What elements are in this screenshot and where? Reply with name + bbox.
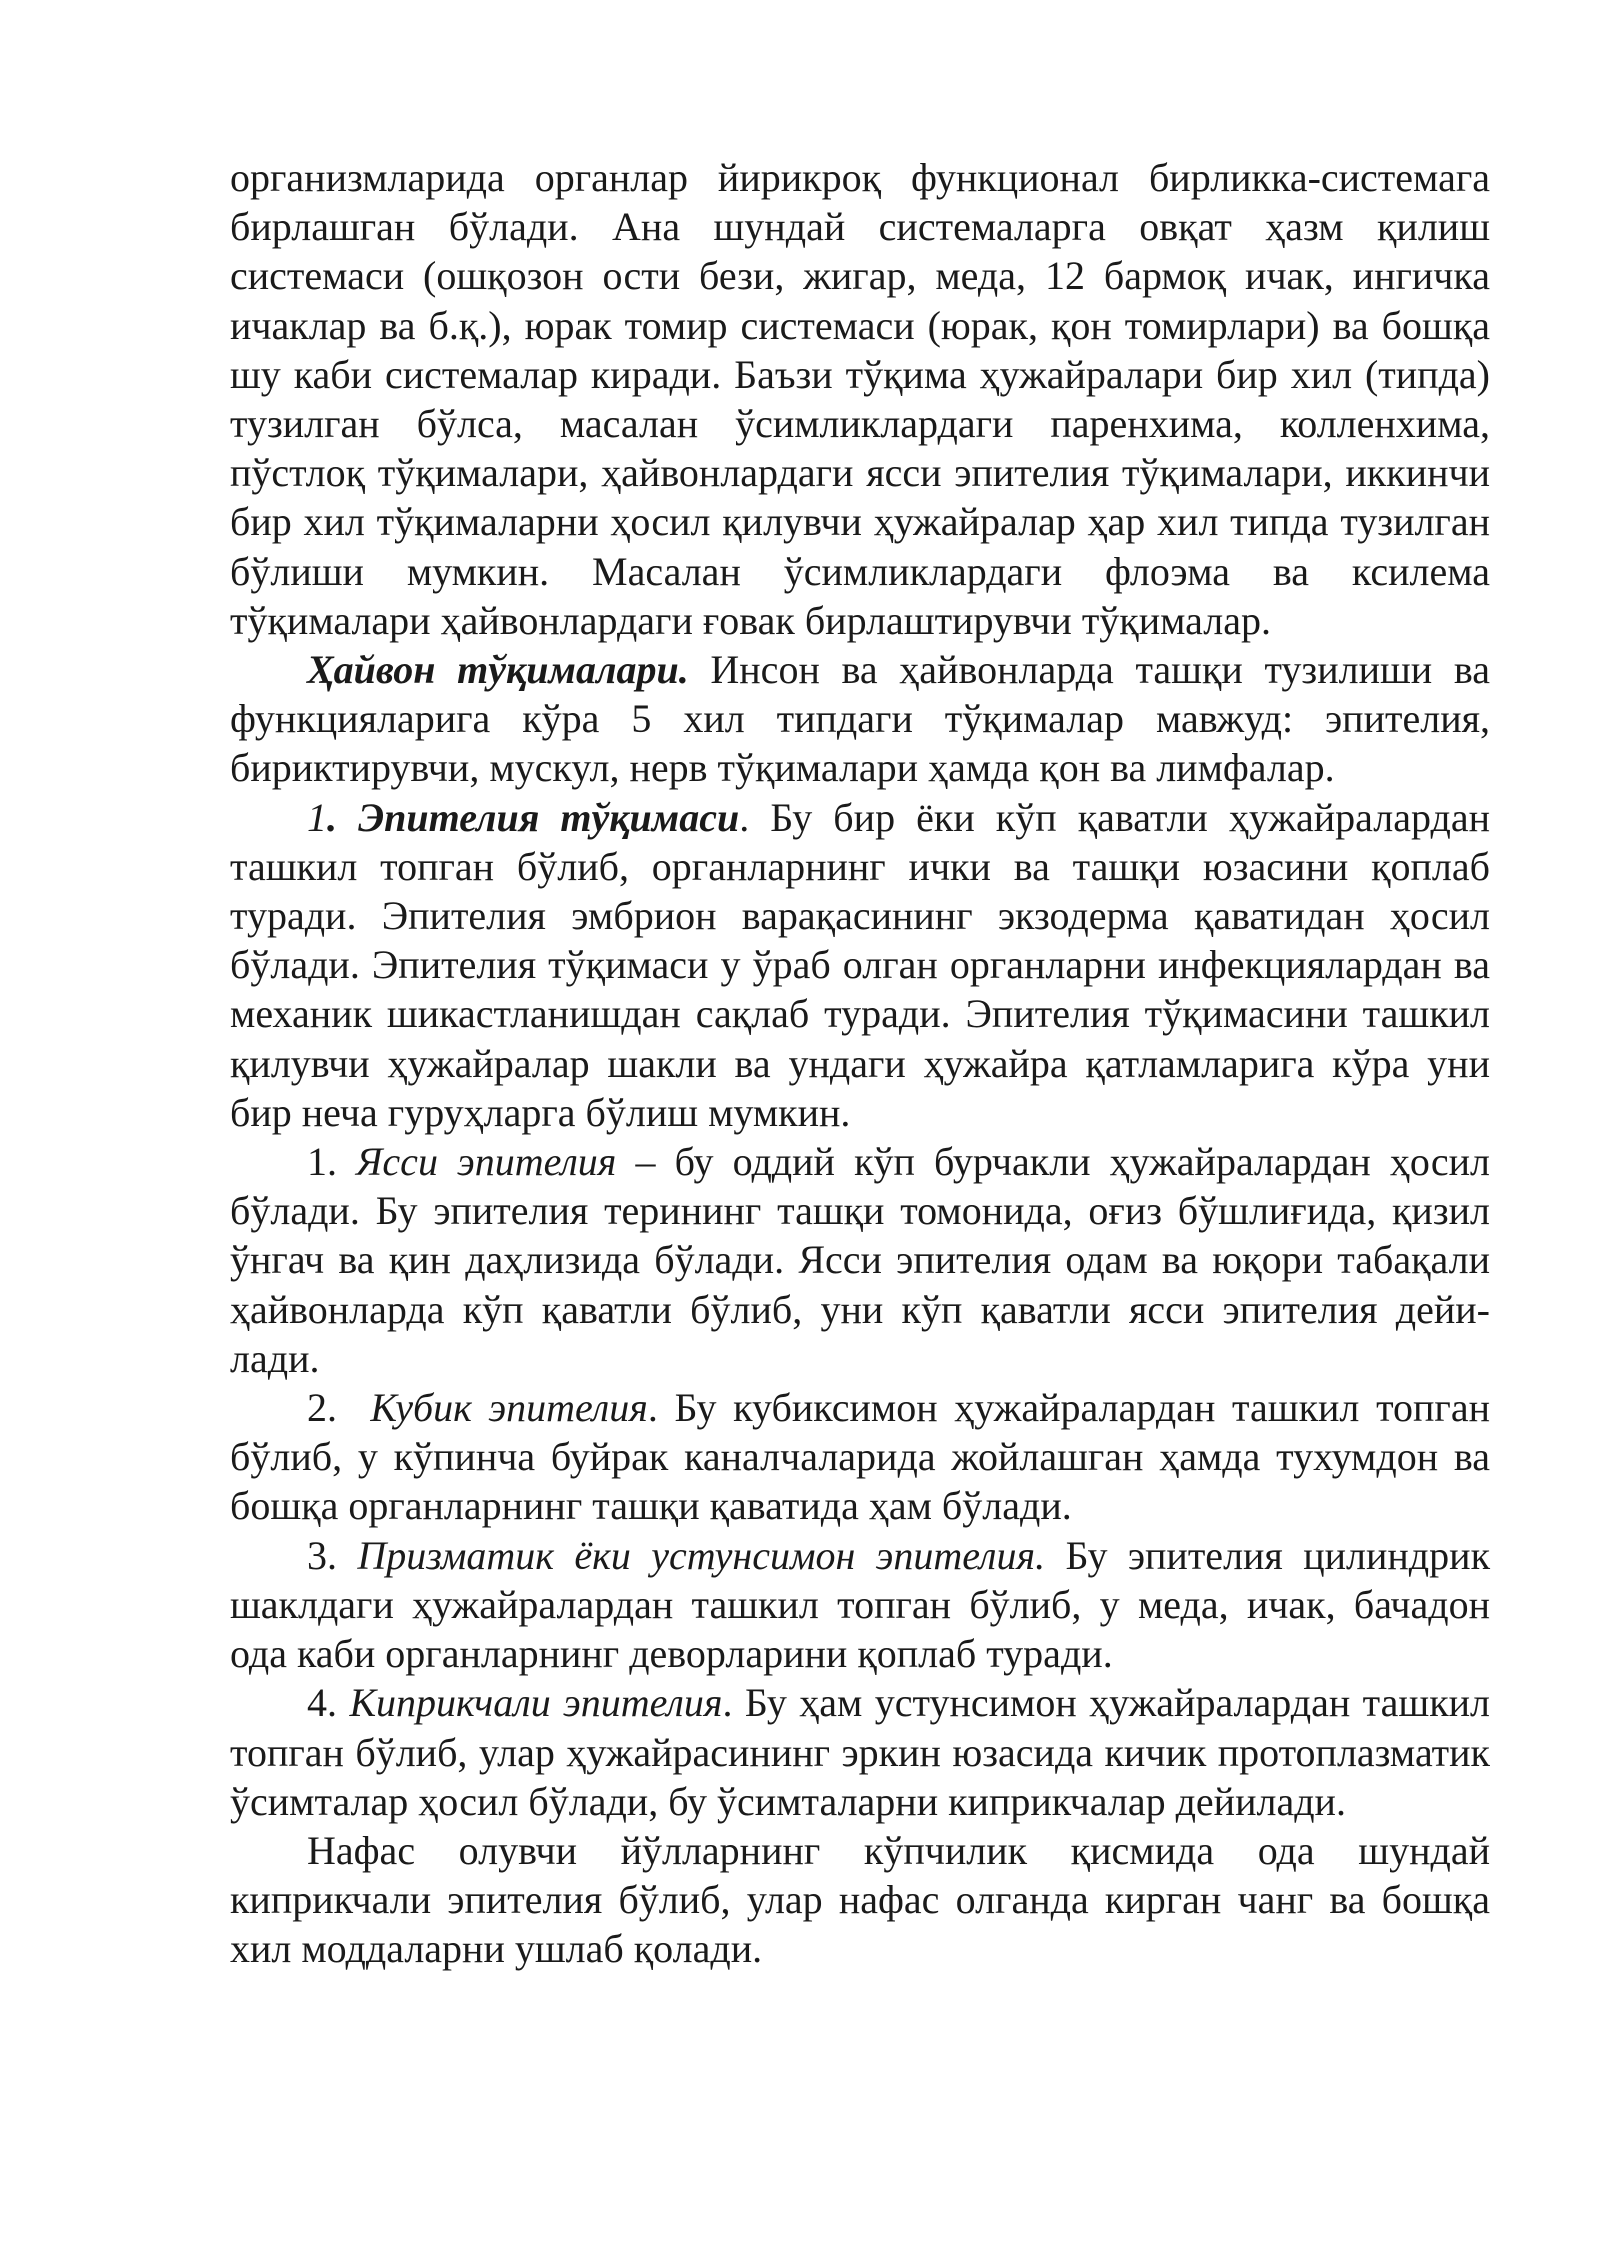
term-columnar-epithelium: Призматик ёки устунсимон эпителия.	[357, 1532, 1046, 1578]
paragraph-epithelial-tissue	[230, 793, 1490, 1137]
paragraph-cuboidal-epithelium	[230, 1383, 1490, 1531]
list-number: 1.	[307, 1139, 357, 1185]
heading-epithelial-tissue: . Эпителия тўқимаси	[327, 794, 740, 840]
text-epithelial-tissue: . Бу бир ёки кўп қаватли ҳужайралардан ташкил топган бўлиб, органларнинг ички ва ташқи юзасини қоплаб туради. Эпителия эмбрион варақасининг экзодерма қаватидан ҳосил бўлади. Эпителия тўқимаси у ўраб олган органларни инфекциялардан ва механик шикастланишдан сақлаб туради. Эпителия тўқимасини ташкил қилувчи ҳужайралар шакли ва ундаги ҳужайра қатламларига кўра уни бир неча гуруҳларга бўлиш мумкин.	[230, 794, 1490, 1135]
term-cuboidal-epithelium: Кубик эпителия	[370, 1385, 648, 1431]
paragraph-squamous-epithelium	[230, 1137, 1490, 1383]
paragraph-animal-tissues	[230, 645, 1490, 793]
list-number: 2.	[307, 1385, 371, 1431]
section-number: 1	[307, 794, 327, 840]
paragraph-ciliated-epithelium	[230, 1678, 1490, 1826]
text-animal-tissues: Инсон ва ҳайвонларда ташқи тузилиши ва функцияларига кўра 5 хил типдаги тўқималар мавжуд: эпителия, бириктирувчи, мускул, нерв тўқималари ҳамда қон ва лимфалар.	[230, 647, 1490, 791]
text-squamous-epithelium: – бу оддий кўп бурчакли ҳужайралардан ҳосил бўлади. Бу эпителия терининг ташқи томонида, оғиз бўшлиғида, қизил ўнгач ва қин даҳлизида бўлади. Ясси эпителия одам ва юқори табақали ҳайвонларда кўп қаватли бўлиб, уни кўп қаватли ясси эпителия дейи-лади.	[230, 1139, 1491, 1381]
term-ciliated-epithelium: Киприкчали эпителия	[349, 1680, 723, 1726]
text-ciliated-epithelium: . Бу ҳам устунсимон ҳужайралардан ташкил топган бўлиб, улар ҳужайрасининг эркин юзасида кичик протоплазматик ўсимталар ҳосил бўлади, бу ўсимталарни киприкчалар дейилади.	[230, 1680, 1491, 1824]
heading-animal-tissues: Ҳайвон тўқималари.	[307, 647, 689, 693]
list-number: 3.	[307, 1532, 358, 1578]
document-page	[230, 153, 1490, 1974]
text-cuboidal-epithelium: . Бу кубиксимон ҳужайралардан ташкил топган бўлиб, у кўпинча буйрак каналчаларида жойлашган ҳамда тухумдон ва бошқа органларнинг ташқи қаватида ҳам бўлади.	[230, 1385, 1490, 1529]
paragraph-respiratory-tract: Нафас олувчи йўлларнинг кўпчилик қисмида ода шундай киприкчали эпителия бўлиб, улар нафас олганда кирган чанг ва бошқа хил моддаларни ушлаб қолади.	[230, 1827, 1490, 1972]
term-squamous-epithelium: Ясси эпителия	[356, 1139, 617, 1185]
text-columnar-epithelium: Бу эпителия цилиндрик шаклдаги ҳужайралардан ташкил топган бўлиб, у меда, ичак, бачадон ода каби органларнинг деворларини қоплаб туради.	[230, 1532, 1490, 1677]
list-number: 4.	[307, 1680, 350, 1726]
paragraph-columnar-epithelium	[230, 1531, 1490, 1679]
paragraph-organ-systems: организмларида органлар йирикроқ функционал бирликка-системага бирлашган бўлади. Ана шундай системаларга овқат ҳазм қилиш системаси (ошқозон ости бези, жигар, меда, 12 бармоқ ичак, ингичка ичаклар ва б.қ.), юрак томир системаси (юрак, қон томирлари) ва бошқа шу каби системалар киради. Баъзи тўқима ҳужайралари бир хил (типда) тузилган бўлса, масалан ўсимликлардаги паренхима, колленхима, пўстлоқ тўқималари, ҳайвонлардаги ясси эпителия тўқималари, иккинчи бир хил тўқималарни ҳосил қилувчи ҳужайралар ҳар хил типда тузилган бўлиши мумкин. Масалан ўсимликлардаги флоэма ва ксилема тўқималари ҳайвонлардаги ғовак бирлаштирувчи тўқималар.	[230, 155, 1490, 643]
